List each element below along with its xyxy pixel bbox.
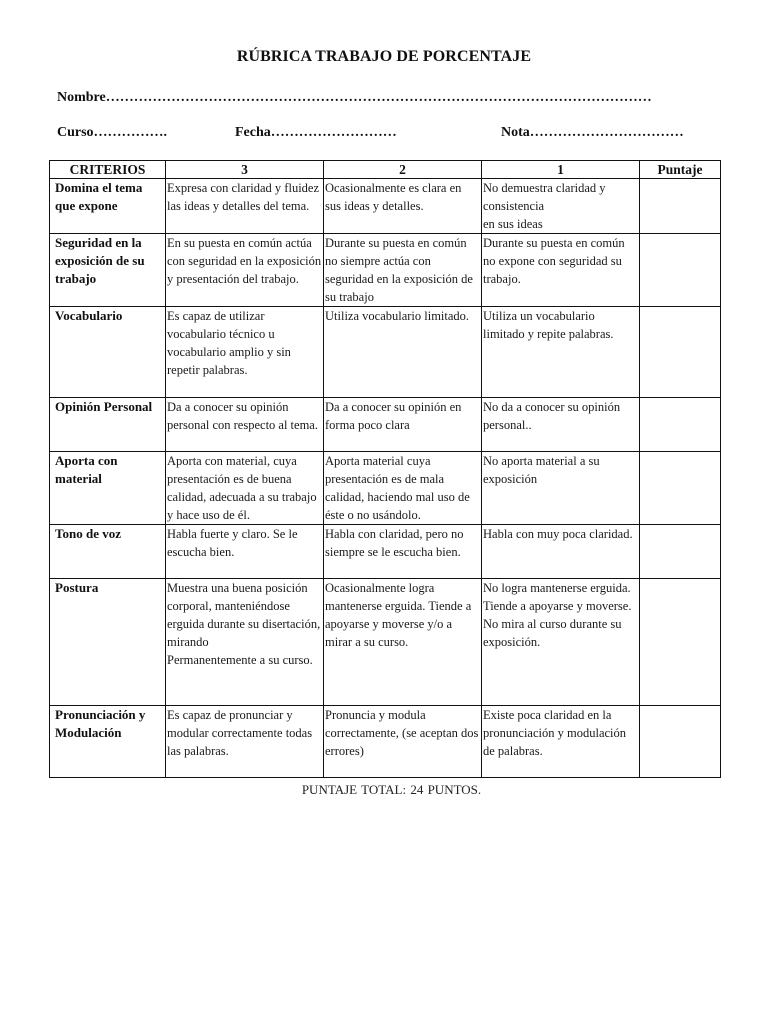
table-row <box>50 706 721 778</box>
criterio-cell: Opinión Personal <box>50 398 166 452</box>
score-1-cell: Habla con muy poca claridad. <box>482 525 640 579</box>
fecha-field: Fecha……………………… <box>235 125 397 140</box>
header-score-2: 2 <box>324 161 482 179</box>
header-row <box>50 161 721 179</box>
score-1-cell: No demuestra claridad y consistencia en sus ideas <box>482 179 640 234</box>
criterio-cell: Seguridad en la exposición de su trabajo <box>50 234 166 307</box>
puntaje-cell <box>640 234 721 307</box>
score-2-cell: Aporta material cuya presentación es de mala calidad, haciendo mal uso de éste o no usándolo. <box>324 452 482 525</box>
header-score-3: 3 <box>166 161 324 179</box>
criterio-cell: Domina el tema que expone <box>50 179 166 234</box>
criterio-cell: Aporta con material <box>50 452 166 525</box>
puntaje-cell <box>640 452 721 525</box>
score-3-cell: Es capaz de utilizar vocabulario técnico u vocabulario amplio y sin repetir palabras. <box>166 307 324 398</box>
puntaje-cell <box>640 307 721 398</box>
table-row <box>50 398 721 452</box>
puntaje-cell <box>640 706 721 778</box>
nota-field: Nota…………………………… <box>501 125 684 140</box>
table-row <box>50 234 721 307</box>
score-3-cell: Muestra una buena posición corporal, manteniéndose erguida durante su disertación, mirando Permanentemente a su curso. <box>166 579 324 706</box>
rubric-table <box>49 160 721 778</box>
score-1-cell: No aporta material a su exposición <box>482 452 640 525</box>
score-2-cell: Habla con claridad, pero no siempre se le escucha bien. <box>324 525 482 579</box>
score-2-cell: Ocasionalmente es clara en sus ideas y detalles. <box>324 179 482 234</box>
table-row <box>50 452 721 525</box>
table-row <box>50 579 721 706</box>
puntaje-cell <box>640 179 721 234</box>
puntaje-cell <box>640 579 721 706</box>
puntaje-cell <box>640 398 721 452</box>
score-1-cell: Durante su puesta en común no expone con seguridad su trabajo. <box>482 234 640 307</box>
score-1-cell: Utiliza un vocabulario limitado y repite palabras. <box>482 307 640 398</box>
score-3-cell: En su puesta en común actúa con seguridad en la exposición y presentación del trabajo. <box>166 234 324 307</box>
score-3-cell: Es capaz de pronunciar y modular correctamente todas las palabras. <box>166 706 324 778</box>
curso-field: Curso……………. <box>57 125 168 140</box>
score-2-cell: Utiliza vocabulario limitado. <box>324 307 482 398</box>
score-1-cell: No da a conocer su opinión personal.. <box>482 398 640 452</box>
score-2-cell: Durante su puesta en común no siempre actúa con seguridad en la exposición de su trabajo <box>324 234 482 307</box>
header-criterios: CRITERIOS <box>50 161 166 179</box>
criterio-cell: Tono de voz <box>50 525 166 579</box>
header-score-1: 1 <box>482 161 640 179</box>
criterio-cell: Vocabulario <box>50 307 166 398</box>
puntaje-total: PUNTAJE TOTAL: 24 PUNTOS. <box>301 782 482 797</box>
nombre-field: Nombre……………………………………………………………………………………………………… <box>57 90 652 105</box>
table-row <box>50 525 721 579</box>
score-2-cell: Da a conocer su opinión en forma poco clara <box>324 398 482 452</box>
criterio-cell: Postura <box>50 579 166 706</box>
score-2-cell: Pronuncia y modula correctamente, (se aceptan dos errores) <box>324 706 482 778</box>
score-3-cell: Habla fuerte y claro. Se le escucha bien. <box>166 525 324 579</box>
score-3-cell: Da a conocer su opinión personal con respecto al tema. <box>166 398 324 452</box>
score-3-cell: Expresa con claridad y fluidez las ideas y detalles del tema. <box>166 179 324 234</box>
score-3-cell: Aporta con material, cuya presentación es de buena calidad, adecuada a su trabajo y hace uso de él. <box>166 452 324 525</box>
score-2-cell: Ocasionalmente logra mantenerse erguida. Tiende a apoyarse y moverse y/o a mirar a su curso. <box>324 579 482 706</box>
puntaje-cell <box>640 525 721 579</box>
criterio-cell: Pronunciación y Modulación <box>50 706 166 778</box>
score-1-cell: No logra mantenerse erguida. Tiende a apoyarse y moverse. No mira al curso durante su exposición. <box>482 579 640 706</box>
table-row <box>50 179 721 234</box>
document-title: RÚBRICA TRABAJO DE PORCENTAJE <box>236 48 532 65</box>
score-1-cell: Existe poca claridad en la pronunciación y modulación de palabras. <box>482 706 640 778</box>
header-puntaje: Puntaje <box>640 161 721 179</box>
table-row <box>50 307 721 398</box>
